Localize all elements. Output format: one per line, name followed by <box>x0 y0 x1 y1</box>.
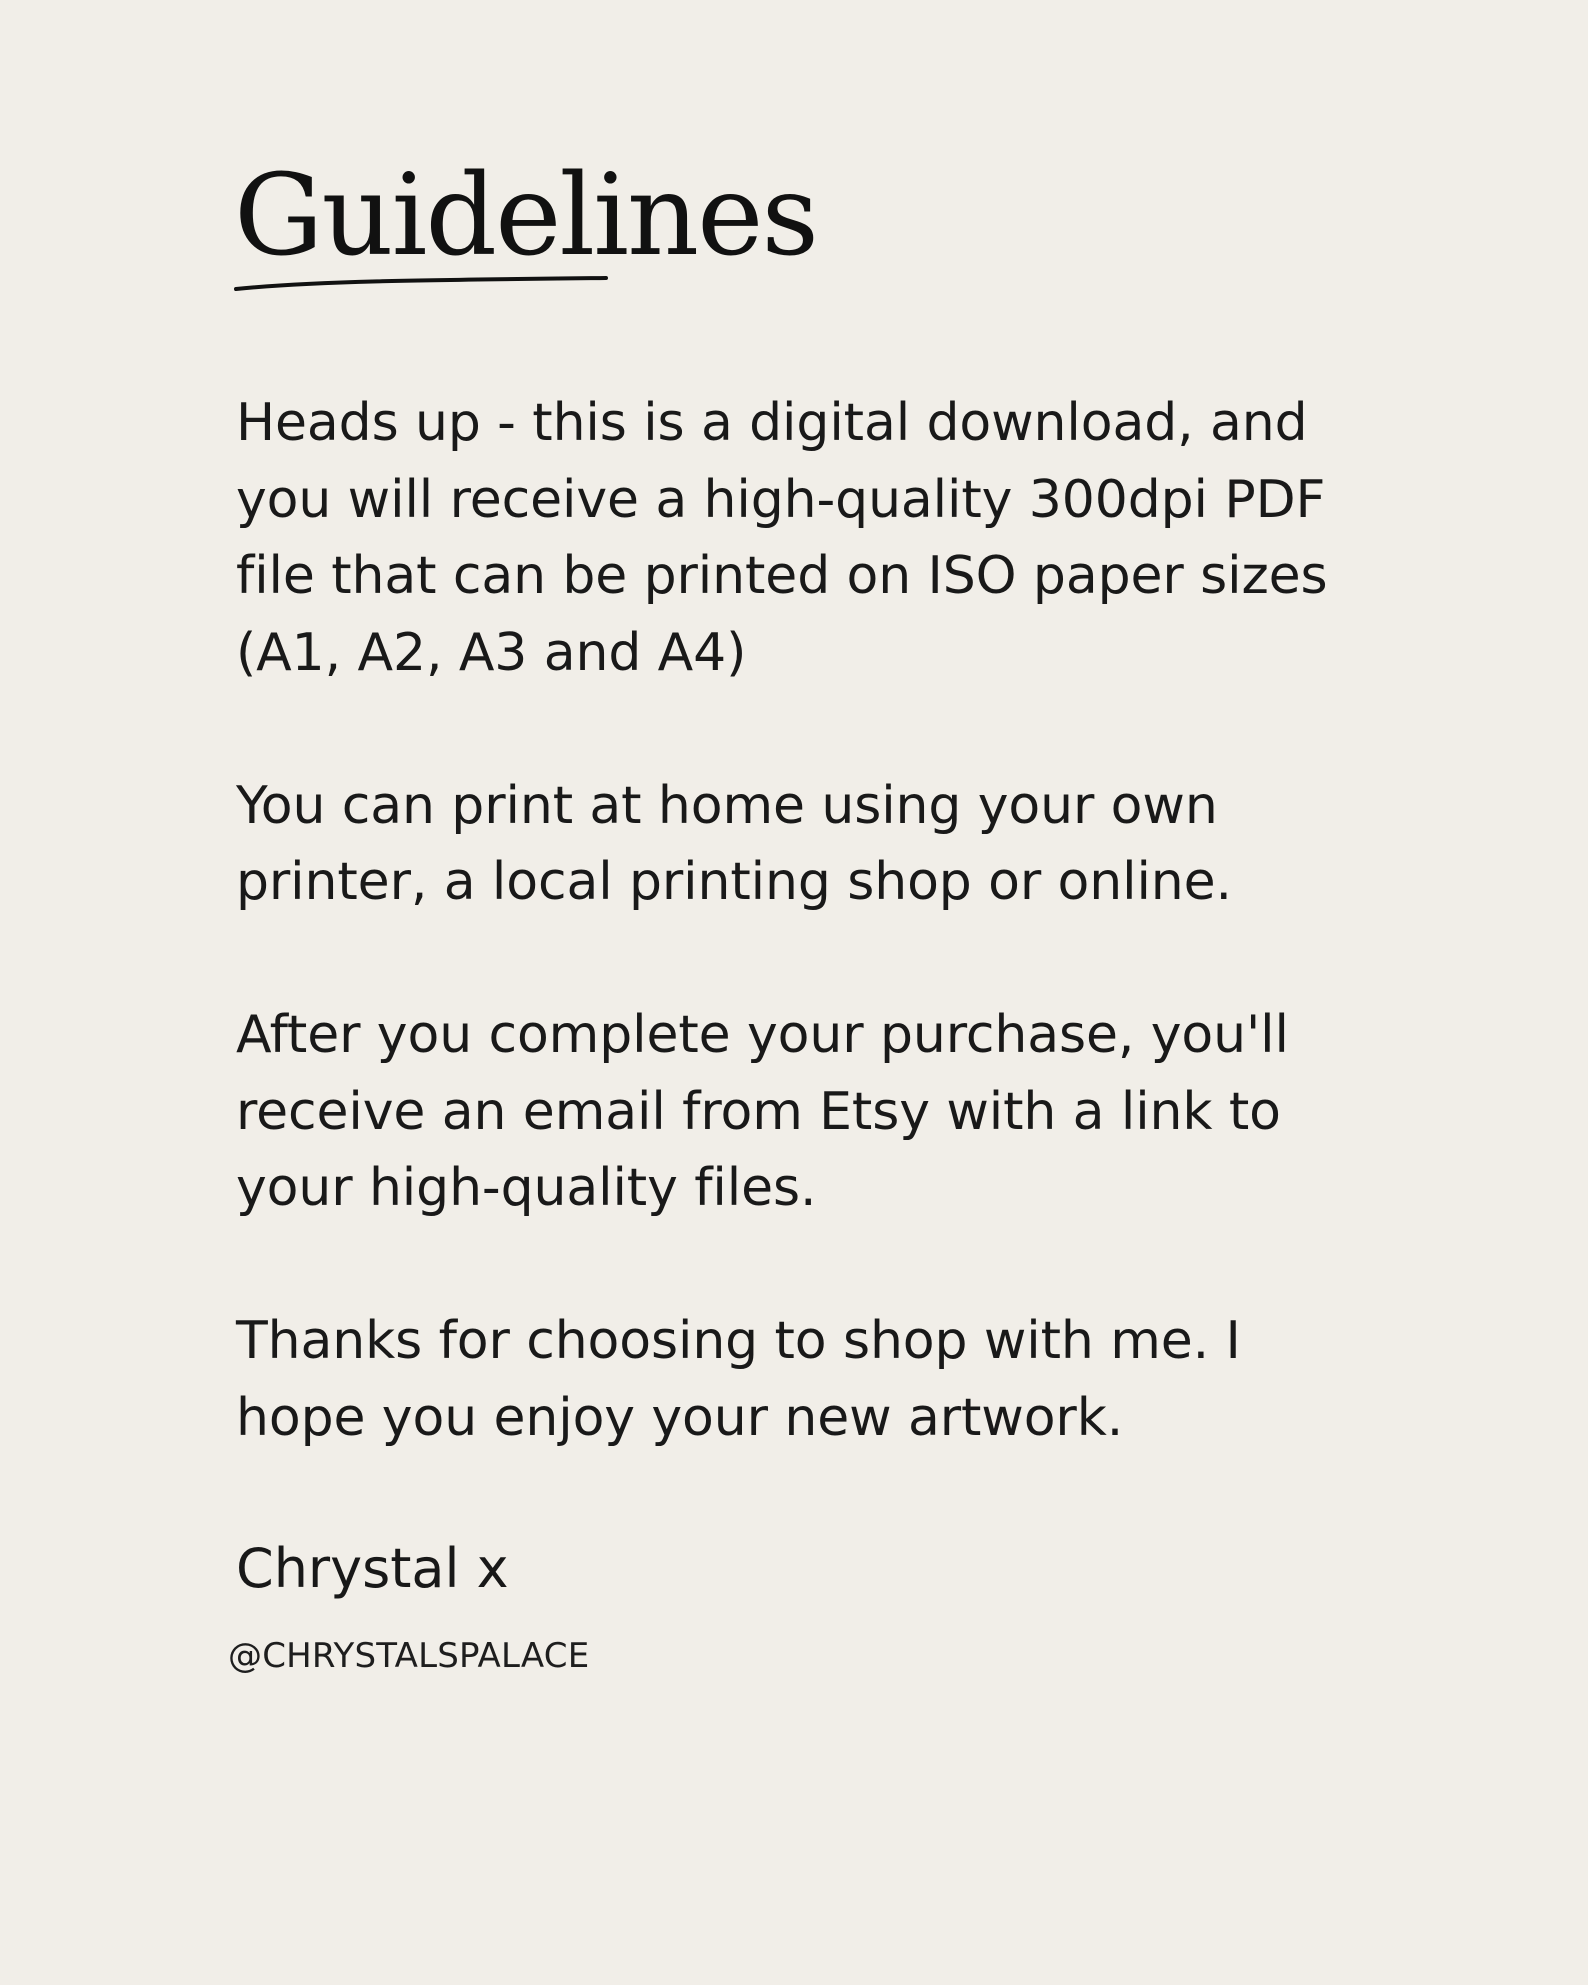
paragraph-print-options <box>236 768 1356 921</box>
page-title: Guidelines <box>234 151 817 281</box>
paragraph-line: Heads up - this is a digital download, and <box>236 393 1308 453</box>
paragraph-purchase-email <box>236 997 1356 1227</box>
paragraph-line: You can print at home using your own <box>236 775 1218 836</box>
guidelines-content <box>236 385 1356 1533</box>
title-block <box>234 151 817 310</box>
paragraph-line: Thanks for choosing to shop with me. I <box>236 1311 1241 1371</box>
paragraph-line: (A1, A2, A3 and A4) <box>236 622 747 683</box>
paragraph-line: hope you enjoy your new artwork. <box>236 1387 1124 1448</box>
paragraph-line: After you complete your purchase, you'll <box>236 1005 1289 1065</box>
paragraph-digital-download <box>236 385 1356 691</box>
paragraph-thanks <box>236 1303 1356 1456</box>
paragraph-line: file that can be printed on ISO paper sizes <box>236 546 1328 606</box>
social-handle: @CHRYSTALSPALACE <box>228 1636 590 1676</box>
paragraph-line: receive an email from Etsy with a link to <box>236 1081 1281 1142</box>
paragraph-line: you will receive a high-quality 300dpi PDF <box>236 469 1326 530</box>
paragraph-line: your high-quality files. <box>236 1158 817 1218</box>
paragraph-line: printer, a local printing shop or online. <box>236 852 1232 912</box>
title-underline <box>234 268 614 298</box>
signature: Chrystal x <box>236 1537 509 1600</box>
